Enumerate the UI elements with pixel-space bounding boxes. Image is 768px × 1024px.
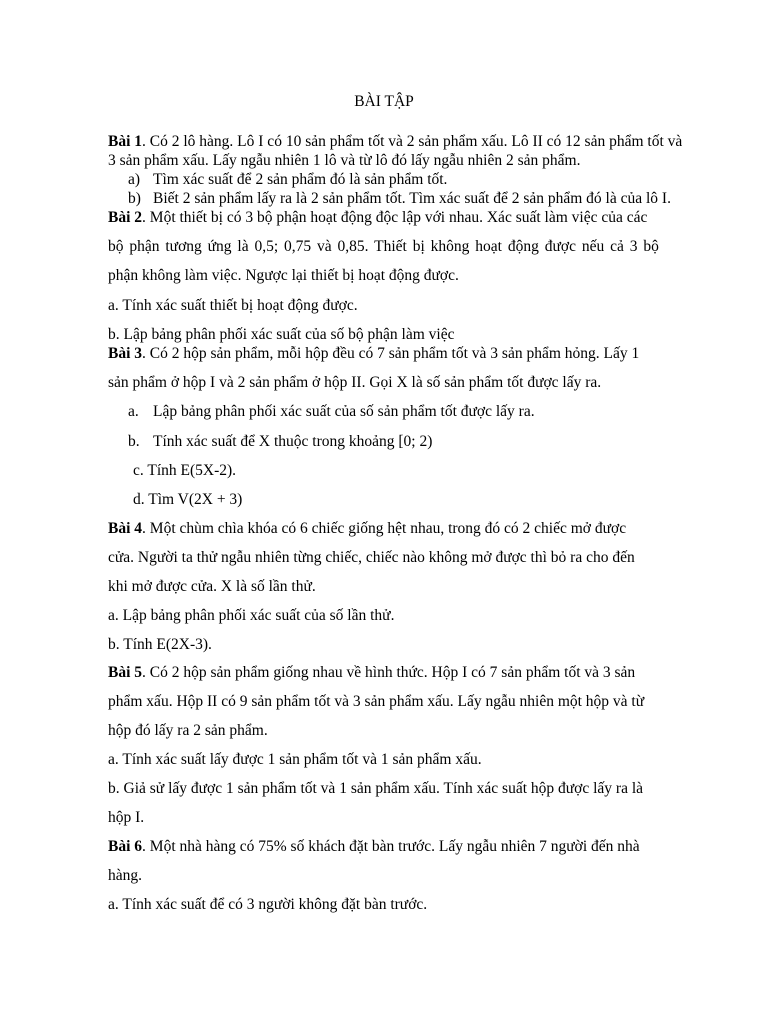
exercise-4-line-1: Bài 4. Một chùm chìa khóa có 6 chiếc giống hệt nhau, trong đó có 2 chiếc mở được [108, 520, 627, 537]
page-title: BÀI TẬP [354, 93, 414, 110]
exercise-1-line-1: Bài 1. Có 2 lô hàng. Lô I có 10 sản phẩm tốt và 2 sản phẩm xấu. Lô II có 12 sản phẩm tốt và [108, 133, 683, 150]
exercise-6-part-a: a. Tính xác suất để có 3 người không đặt bàn trước. [108, 896, 428, 913]
exercise-4-part-b: b. Tính E(2X-3). [108, 636, 212, 653]
exercise-3-label: Bài 3 [108, 345, 143, 362]
exercise-2-line-3: phận không làm việc. Ngược lại thiết bị hoạt động được. [108, 267, 459, 284]
exercise-5-part-b-line-2: hộp I. [108, 809, 145, 826]
exercise-1-part-a-marker: a) [128, 171, 141, 188]
exercise-4-label: Bài 4 [108, 520, 143, 537]
exercise-5-part-a: a. Tính xác suất lấy được 1 sản phẩm tốt và 1 sản phẩm xấu. [108, 751, 482, 768]
exercise-1-part-b-marker: b) [128, 190, 141, 207]
exercise-2-line-1: Bài 2. Một thiết bị có 3 bộ phận hoạt động độc lập với nhau. Xác suất làm việc của các [108, 209, 648, 226]
exercise-3-part-a-marker: a. [128, 403, 139, 420]
exercise-3-part-b-marker: b. [128, 433, 140, 450]
exercise-4-part-a: a. Lập bảng phân phối xác suất của số lần thử. [108, 607, 395, 624]
exercise-1-part-a: Tìm xác suất để 2 sản phẩm đó là sản phẩm tốt. [153, 171, 448, 188]
exercise-3-line-1: Bài 3. Có 2 hộp sản phẩm, mỗi hộp đều có 7 sản phẩm tốt và 3 sản phẩm hỏng. Lấy 1 [108, 345, 640, 362]
exercise-1-line-2: 3 sản phẩm xấu. Lấy ngẫu nhiên 1 lô và từ lô đó lấy ngẫu nhiên 2 sản phẩm. [108, 152, 581, 169]
exercise-3-line-2: sản phẩm ở hộp I và 2 sản phẩm ở hộp II. Gọi X là số sản phẩm tốt được lấy ra. [108, 374, 602, 391]
exercise-2-part-a: a. Tính xác suất thiết bị hoạt động được. [108, 297, 358, 314]
exercise-1-label: Bài 1 [108, 133, 143, 150]
exercise-6-line-1: Bài 6. Một nhà hàng có 75% số khách đặt bàn trước. Lấy ngẫu nhiên 7 người đến nhà [108, 838, 640, 855]
exercise-5-line-2: phẩm xấu. Hộp II có 9 sản phẩm tốt và 3 sản phẩm xấu. Lấy ngẫu nhiên một hộp và từ [108, 693, 645, 710]
exercise-3-part-c: c. Tính E(5X-2). [133, 462, 237, 479]
exercise-3-part-a: Lập bảng phân phối xác suất của số sản phẩm tốt được lấy ra. [153, 403, 535, 420]
exercise-2-part-b: b. Lập bảng phân phối xác suất của số bộ phận làm việc [108, 326, 455, 343]
exercise-3-part-b: Tính xác suất để X thuộc trong khoảng [0; 2) [153, 433, 433, 450]
exercise-5-line-3: hộp đó lấy ra 2 sản phẩm. [108, 722, 268, 739]
exercise-3-part-d: d. Tìm V(2X + 3) [133, 491, 243, 508]
exercise-5-line-1: Bài 5. Có 2 hộp sản phẩm giống nhau về hình thức. Hộp I có 7 sản phẩm tốt và 3 sản [108, 664, 636, 681]
exercise-4-line-2: cửa. Người ta thử ngẫu nhiên từng chiếc, chiếc nào không mở được thì bỏ ra cho đến [108, 549, 635, 566]
exercise-5-label: Bài 5 [108, 664, 143, 681]
exercise-6-label: Bài 6 [108, 838, 143, 855]
exercise-5-part-b-line-1: b. Giả sử lấy được 1 sản phẩm tốt và 1 sản phẩm xấu. Tính xác suất hộp được lấy ra là [108, 780, 644, 797]
exercise-1-part-b: Biết 2 sản phẩm lấy ra là 2 sản phẩm tốt. Tìm xác suất để 2 sản phẩm đó là của lô I. [153, 190, 671, 207]
exercise-6-line-2: hàng. [108, 867, 143, 884]
exercise-4-line-3: khi mở được cửa. X là số lần thử. [108, 578, 316, 595]
exercise-2-label: Bài 2 [108, 209, 143, 226]
exercise-2-line-2: bộ phận tương ứng là 0,5; 0,75 và 0,85. Thiết bị không hoạt động được nếu cả 3 bộ [108, 238, 659, 255]
